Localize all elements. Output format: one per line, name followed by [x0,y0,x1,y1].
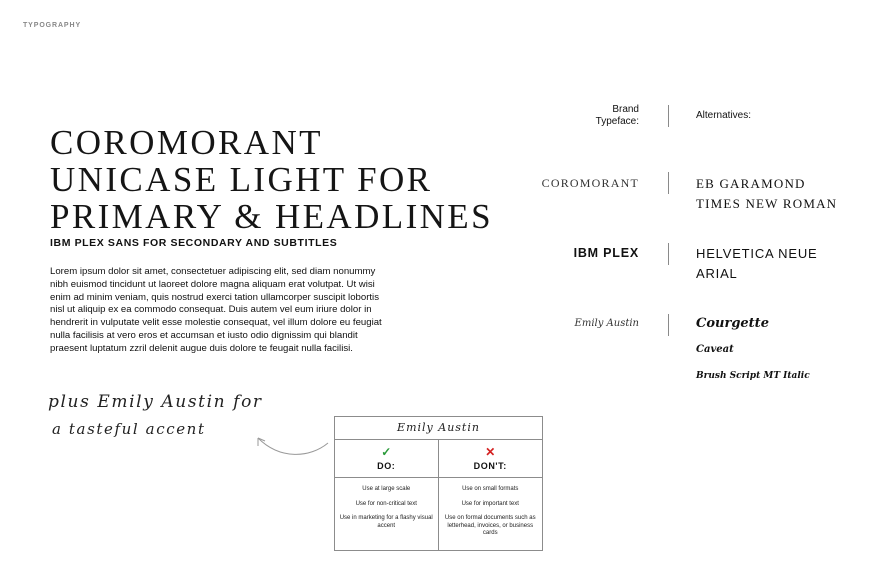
body-copy: Lorem ipsum dolor sit amet, consectetuer adipiscing elit, sed diam nonummy nibh euismod tincidunt ut laoreet dolore magna aliquam erat volutpat. Ut wisi enim ad minim veniam, quis nostrud exerci tation ullamcorper suscipit lobortis nisl ut aliquip ex ea commodo consequat. Duis autem vel eum iriure dolor in hendrerit in vulputate velit esse molestie consequat, vel illum dolore eu feugiat nulla facilisis at vero eros et accumsan et iusto odio dignissim qui blandit praesent luptatum zzril delenit augue duis dolore te feugait nulla facilisi. [50,266,382,354]
dont-list [439,478,543,538]
usage-card [334,416,543,551]
do-item: Use in marketing for a flashy visual accent [339,515,433,529]
brand-font-coromorant: COROMORANT [541,176,639,190]
divider [668,314,669,336]
accent-script-line-2: a tasteful accent [52,420,206,438]
subtitle: IBM PLEX SANS FOR SECONDARY AND SUBTITLES [50,237,338,249]
dont-item: Use for important text [461,500,519,507]
divider [668,105,669,127]
headline-line-3: PRIMARY & HEADLINES [50,197,493,236]
do-column [335,440,439,551]
do-label: DO: [377,461,396,471]
dont-column [439,440,543,551]
divider [668,172,669,194]
dont-label: DON'T: [473,461,507,471]
do-list [335,478,438,530]
alt-font-eb-garamond: EB GARAMOND [696,176,806,191]
brand-label-line-2: Typeface: [595,116,639,127]
divider [668,243,669,265]
do-header [335,440,438,478]
dont-item: Use on small formats [462,486,519,492]
brand-font-emily-austin: Emily Austin [574,318,639,329]
dont-item: Use on formal documents such as letterhead, invoices, or business cards [444,515,536,536]
card-title: Emily Austin [335,417,542,440]
section-label: TYPOGRAPHY [23,22,82,29]
curved-arrow-icon [250,428,332,462]
headline-line-2: UNICASE LIGHT FOR [50,160,433,199]
x-icon: ✕ [485,445,496,459]
brand-font-ibm-plex: IBM PLEX [573,246,639,260]
accent-script-line-1: plus Emily Austin for [48,392,263,412]
check-icon: ✓ [381,445,392,459]
alt-font-caveat: Caveat [696,344,734,355]
brand-label-line-1: Brand [612,104,639,115]
do-item: Use for non-critical text [355,500,417,507]
brand-typeface-label [560,104,639,128]
alt-font-helvetica-neue: HELVETICA NEUE [696,246,818,261]
alt-font-arial: ARIAL [696,266,738,281]
dont-header [439,440,543,478]
headline-line-1: COROMORANT [50,123,323,162]
alternatives-label: Alternatives: [696,110,752,121]
alt-font-times-new-roman: TIMES NEW ROMAN [696,196,838,211]
do-item: Use at large scale [362,486,411,492]
alt-font-courgette: Courgette [696,316,769,331]
headline [50,124,493,235]
alt-font-brush-script: Brush Script MT Italic [696,371,810,381]
